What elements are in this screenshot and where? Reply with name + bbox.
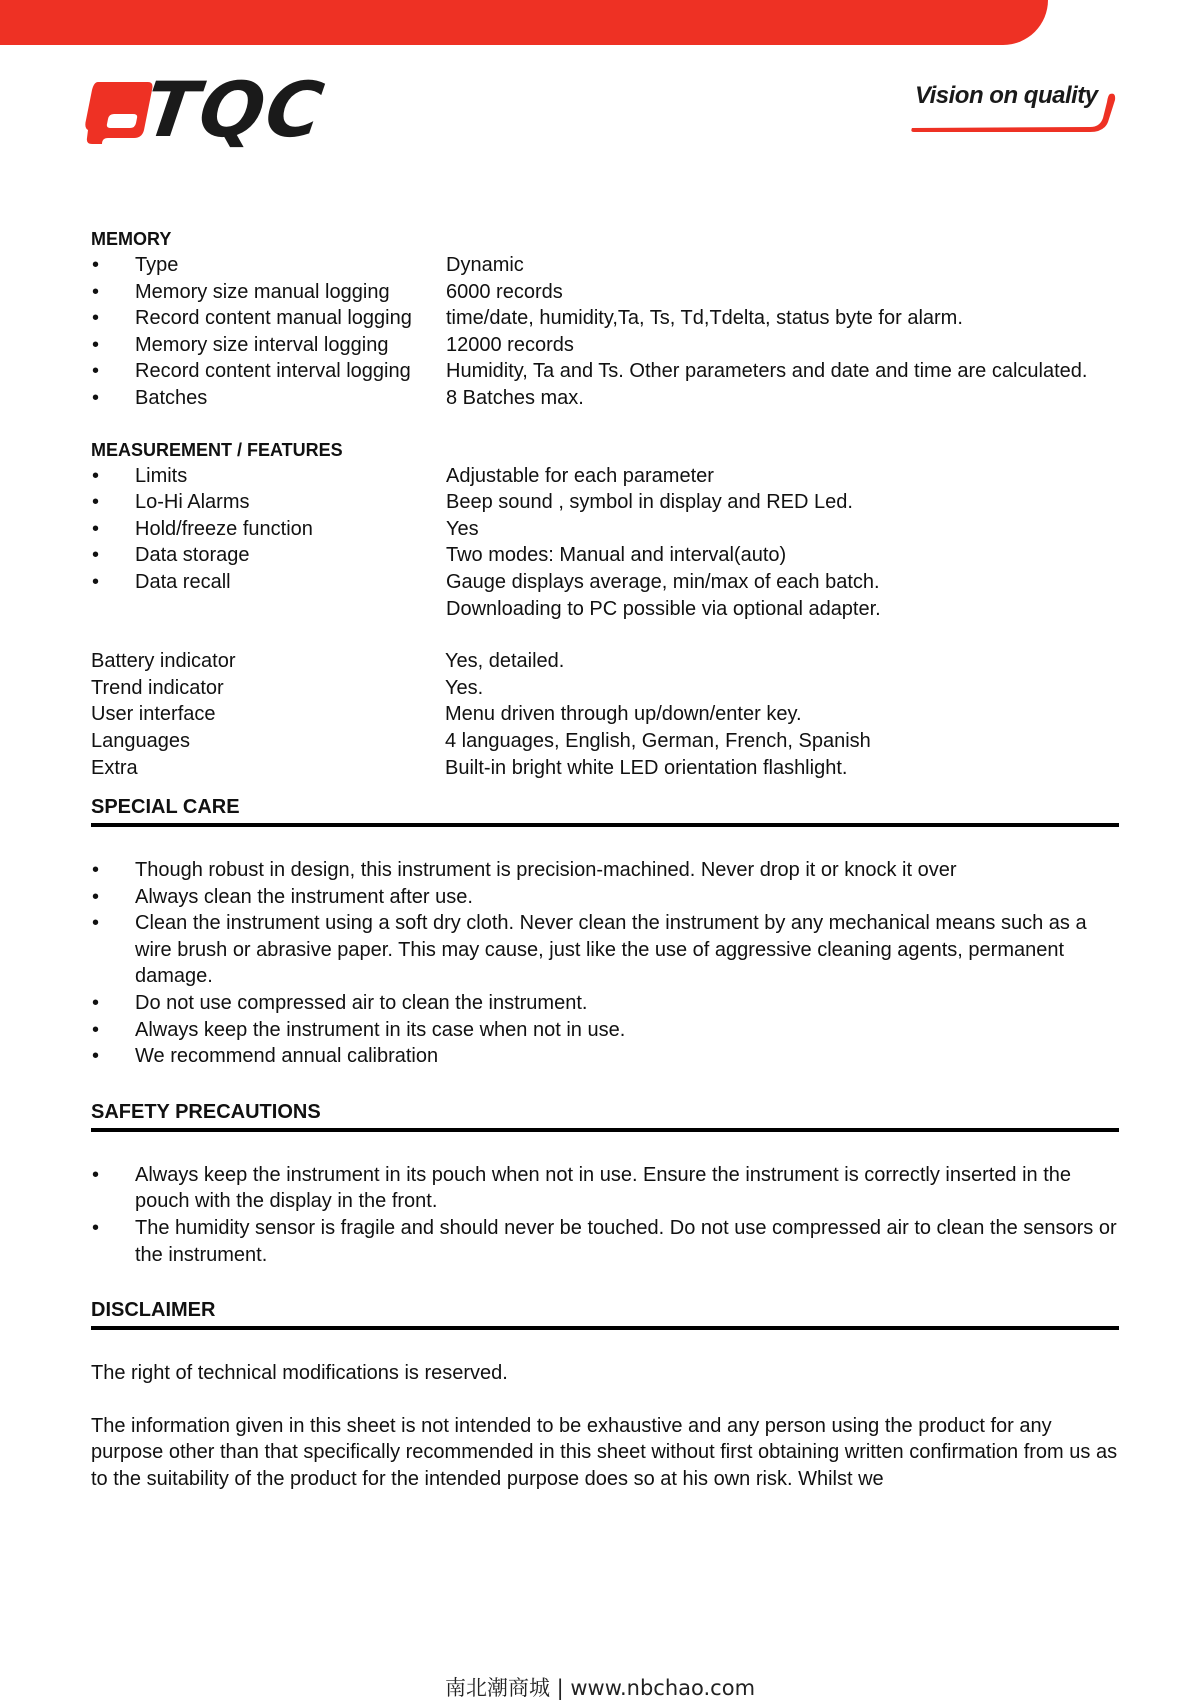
list-item	[91, 910, 1119, 990]
spec-row	[91, 648, 1119, 675]
measurement-spec-list	[91, 463, 1119, 623]
slogan-text: Vision on quality	[915, 82, 1098, 109]
spec-value: Humidity, Ta and Ts. Other parameters and date and time are calculated.	[446, 360, 1088, 383]
spec-row	[91, 569, 1119, 596]
spec-value: Dynamic	[446, 254, 524, 276]
spec-label: Languages	[91, 729, 190, 752]
spec-label: Battery indicator	[91, 650, 236, 673]
spec-label: Extra	[91, 756, 138, 779]
brand-name: TQC	[139, 65, 331, 154]
special-care-heading: SPECIAL CARE	[91, 793, 1119, 827]
spec-label: Batches	[135, 386, 208, 409]
bullet: •	[92, 1217, 100, 1240]
bullet: •	[92, 570, 100, 593]
list-item-text: Do not use compressed air to clean the instrument.	[135, 992, 588, 1015]
bullet: •	[92, 1163, 100, 1186]
spec-value: Yes, detailed.	[445, 650, 565, 673]
list-item-text: The humidity sensor is fragile and should never be touched. Do not use compressed air to clean the sensors or the instrument.	[135, 1217, 1117, 1266]
spec-label: Record content manual logging	[135, 307, 412, 330]
list-item	[91, 857, 1119, 884]
disclaimer-paragraph: The right of technical modifications is reserved.	[91, 1362, 508, 1385]
footer-watermark: 南北潮商城 | www.nbchao.com	[444, 1676, 756, 1700]
spec-label: Record content interval logging	[135, 360, 411, 383]
bullet: •	[92, 333, 100, 356]
spec-value: Menu driven through up/down/enter key.	[445, 703, 802, 726]
list-item-text: We recommend annual calibration	[135, 1045, 439, 1068]
disclaimer-heading: DISCLAIMER	[91, 1296, 1119, 1330]
spec-value: Built-in bright white LED orientation flashlight.	[445, 756, 848, 779]
safety-heading: SAFETY PRECAUTIONS	[91, 1098, 1119, 1132]
spec-value: Yes.	[445, 676, 484, 699]
spec-label: Hold/freeze function	[135, 517, 313, 540]
bullet: •	[92, 544, 100, 567]
spec-value: Two modes: Manual and interval(auto)	[446, 544, 787, 567]
misc-spec-list	[91, 648, 1119, 781]
spec-label: Lo-Hi Alarms	[135, 491, 250, 514]
header-band	[0, 0, 1048, 45]
spec-row	[91, 542, 1119, 569]
tqc-logo	[84, 65, 354, 154]
disclaimer-paragraph: The information given in this sheet is not intended to be exhaustive and any person using the product for any purpose other than that specifically recommended in this sheet without first obtaining written confirmation from us as to the suitability of the product for the intended purpose does so at his own risk. Whilst we	[91, 1414, 1118, 1490]
spec-value: Downloading to PC possible via optional adapter.	[446, 597, 881, 620]
list-item	[91, 1162, 1119, 1215]
bullet: •	[92, 464, 100, 487]
spec-label: Limits	[135, 464, 188, 487]
bullet: •	[92, 491, 100, 514]
spec-value: Yes	[446, 517, 479, 540]
spec-value: 6000 records	[446, 280, 563, 303]
spec-row	[91, 755, 1119, 782]
spec-label: Type	[135, 254, 179, 276]
spec-row	[91, 252, 1119, 279]
spec-row	[91, 332, 1119, 359]
bullet: •	[92, 386, 100, 409]
spec-row	[91, 279, 1119, 306]
bullet: •	[92, 885, 100, 908]
list-item-text: Though robust in design, this instrument is precision-machined. Never drop it or knock it over	[135, 859, 957, 882]
bullet: •	[92, 1045, 100, 1068]
spec-row	[91, 675, 1119, 702]
list-item-text: Always keep the instrument in its case when not in use.	[135, 1018, 626, 1041]
special-care-list	[91, 857, 1119, 1070]
document-body	[91, 226, 1119, 1493]
bullet: •	[92, 280, 100, 303]
spec-row	[91, 305, 1119, 332]
list-item-text: Clean the instrument using a soft dry cloth. Never clean the instrument by any mechanical means such as a wire brush or abrasive paper. This may cause, just like the use of aggressive cleaning agents, permanent damage.	[135, 912, 1087, 988]
list-item	[91, 884, 1119, 911]
list-item	[91, 1017, 1119, 1044]
spec-row	[91, 385, 1119, 412]
list-item-text: Always clean the instrument after use.	[135, 885, 473, 908]
spec-row	[91, 728, 1119, 755]
slogan	[910, 78, 1120, 148]
spec-row	[91, 358, 1119, 385]
spec-value: Beep sound , symbol in display and RED Led.	[446, 491, 853, 514]
spec-value: 12000 records	[446, 333, 574, 356]
bullet: •	[92, 307, 100, 330]
spec-value: 4 languages, English, German, French, Spanish	[445, 729, 871, 752]
bullet: •	[92, 992, 100, 1015]
measurement-heading: MEASUREMENT / FEATURES	[91, 439, 343, 460]
spec-row	[91, 596, 1119, 623]
bullet: •	[92, 859, 100, 882]
list-item-text: Always keep the instrument in its pouch when not in use. Ensure the instrument is correctly inserted in the pouch with the display in the front.	[135, 1163, 1072, 1213]
spec-label: Trend indicator	[91, 676, 224, 699]
list-item	[91, 990, 1119, 1017]
bullet: •	[92, 360, 100, 383]
spec-label	[135, 596, 446, 623]
spec-label: Memory size interval logging	[135, 333, 389, 356]
bullet: •	[92, 254, 100, 276]
memory-heading: MEMORY	[91, 229, 172, 249]
bullet: •	[92, 1018, 100, 1041]
spec-value: 8 Batches max.	[446, 386, 584, 409]
list-item	[91, 1215, 1119, 1268]
bullet-spacer	[91, 596, 135, 623]
spec-row	[91, 463, 1119, 490]
list-item	[91, 1043, 1119, 1070]
spec-label: Data recall	[135, 570, 231, 593]
spec-label: Data storage	[135, 544, 250, 567]
spec-row	[91, 489, 1119, 516]
spec-value: time/date, humidity,Ta, Ts, Td,Tdelta, status byte for alarm.	[446, 307, 963, 330]
memory-spec-list	[91, 252, 1119, 412]
slogan-swoosh-icon	[910, 78, 1120, 148]
spec-row	[91, 701, 1119, 728]
spec-label: Memory size manual logging	[135, 280, 390, 303]
spec-label: User interface	[91, 703, 216, 726]
bullet: •	[92, 912, 100, 935]
bullet: •	[92, 517, 100, 540]
spec-value: Gauge displays average, min/max of each batch.	[446, 570, 880, 593]
spec-row	[91, 516, 1119, 543]
safety-list	[91, 1162, 1119, 1268]
spec-value: Adjustable for each parameter	[446, 464, 714, 487]
